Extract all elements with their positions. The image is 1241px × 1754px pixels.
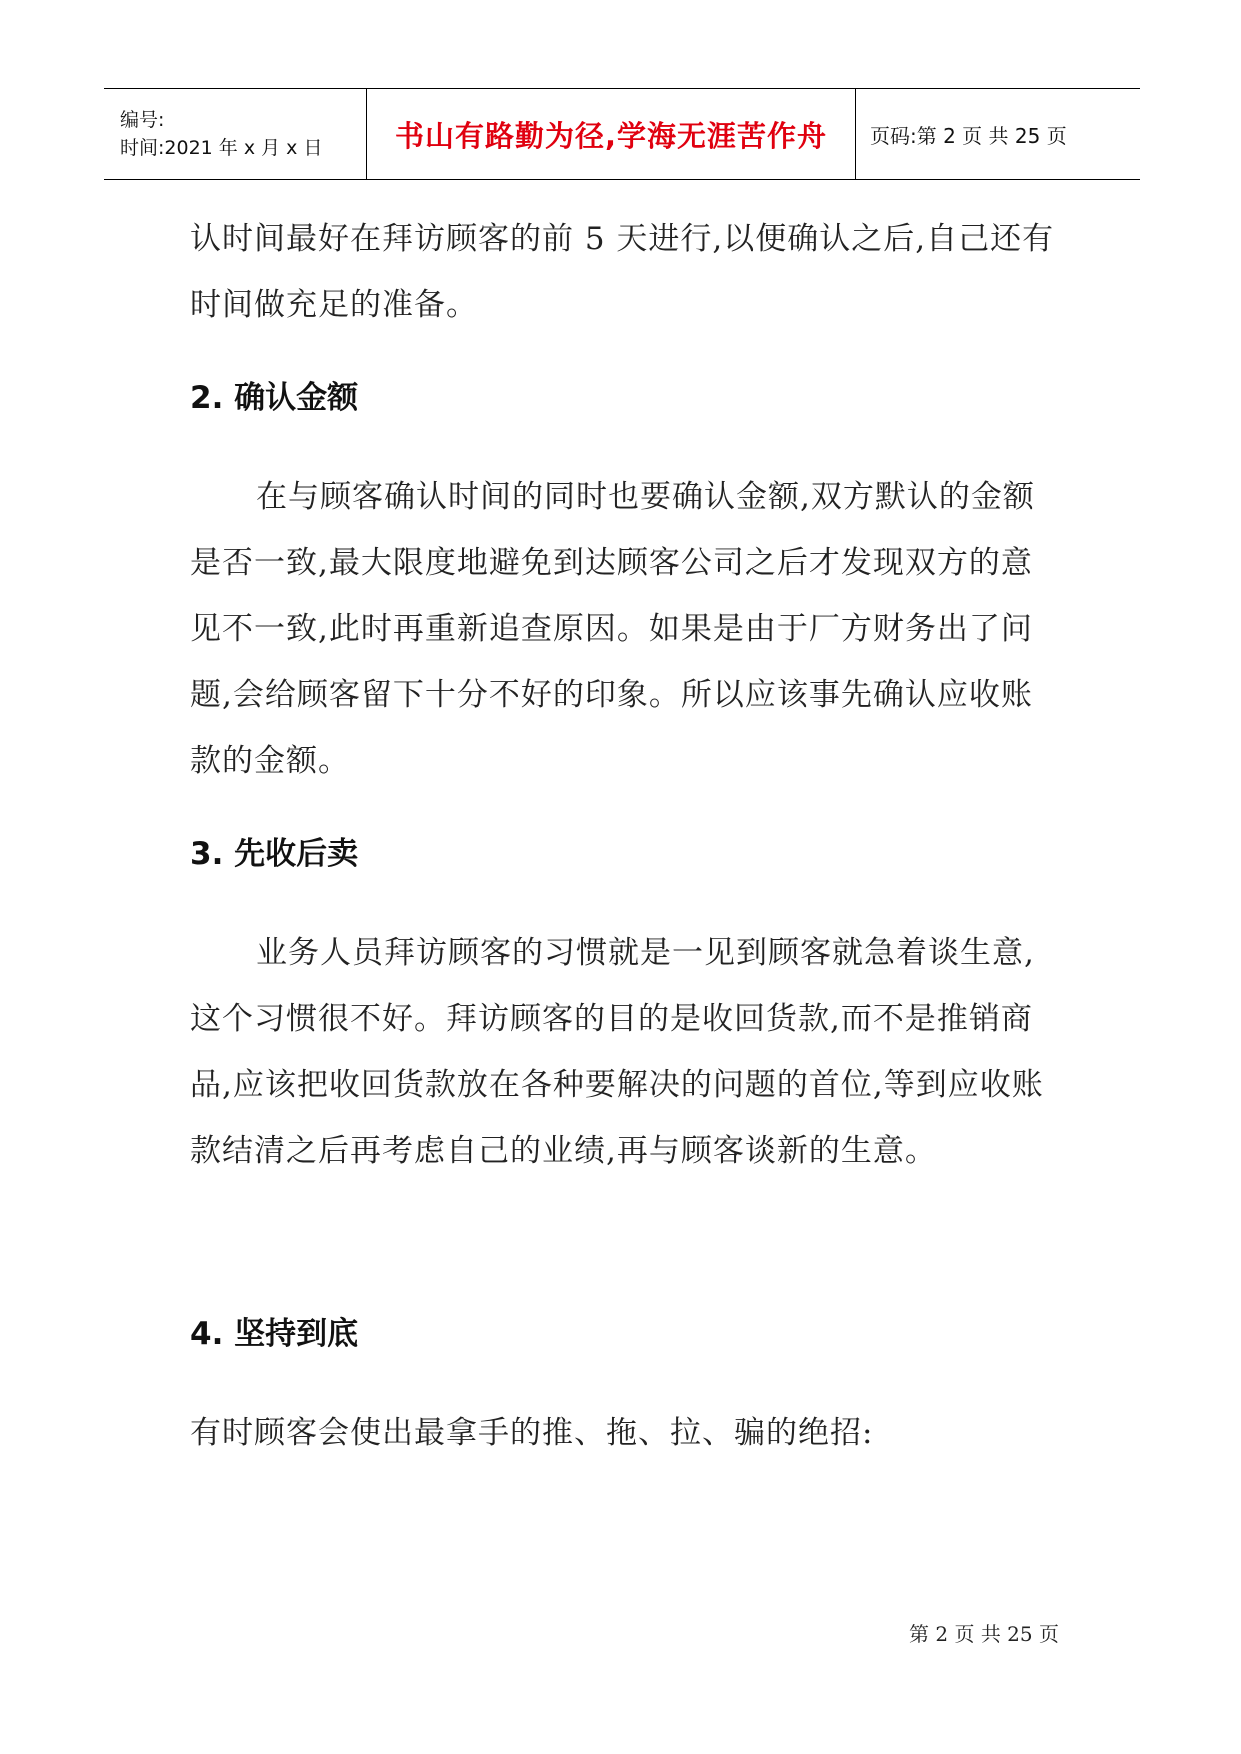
page-info: 页码:第 2 页 共 25 页: [870, 123, 1067, 148]
section-heading-3: 3. 先收后卖: [190, 836, 359, 872]
header-middle-cell: [366, 89, 856, 179]
paragraph-3: 业务人员拜访顾客的习惯就是一见到顾客就急着谈生意,这个习惯很不好。拜访顾客的目的是收回货款,而不是推销商品,应该把收回货款放在各种要解决的问题的首位,等到应收账款结清之后再考虑自己的业绩,再与顾客谈新的生意。: [190, 935, 1044, 1169]
motto: 书山有路勤为径,学海无涯苦作舟: [394, 118, 828, 153]
section-heading-2: 2. 确认金额: [190, 380, 359, 416]
paragraph-4: 有时顾客会使出最拿手的推、拖、拉、骗的绝招:: [190, 1415, 874, 1451]
document-body: [190, 206, 1060, 1466]
paragraph-2: 在与顾客确认时间的同时也要确认金额,双方默认的金额是否一致,最大限度地避免到达顾客公司之后才发现双方的意见不一致,此时再重新追查原因。如果是由于厂方财务出了问题,会给顾客留下十分不好的印象。所以应该事先确认应收账款的金额。: [190, 479, 1035, 779]
page-footer: 第 2 页 共 25 页: [909, 1622, 1059, 1646]
header-left-cell: [104, 89, 366, 179]
page-header: [104, 88, 1140, 180]
number-label: 编号:: [120, 109, 165, 131]
header-right-cell: [856, 89, 1140, 179]
section-heading-4: 4. 坚持到底: [190, 1316, 359, 1352]
date-label: 时间:2021 年 x 月 x 日: [120, 137, 323, 159]
paragraph-1: 认时间最好在拜访顾客的前 5 天进行,以便确认之后,自己还有时间做充足的准备。: [190, 221, 1055, 323]
